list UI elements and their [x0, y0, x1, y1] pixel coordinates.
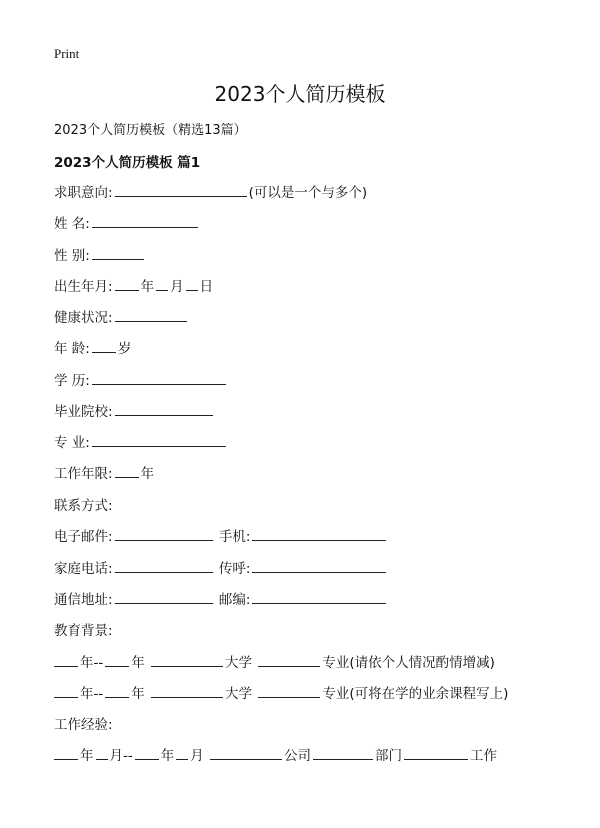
blank: [115, 182, 247, 197]
label: 专 业:: [54, 435, 90, 451]
education-line: [54, 369, 228, 389]
label: 邮编:: [218, 592, 251, 608]
blank: [54, 683, 78, 698]
text: 工作: [470, 748, 498, 764]
blank: [252, 526, 386, 541]
blank: [105, 683, 129, 698]
text: 专业(可将在学的业余课程写上): [322, 686, 509, 702]
label: 电子邮件:: [54, 529, 113, 545]
document-subtitle: 2023个人简历模板（精选13篇）: [54, 123, 247, 138]
label: 性 别:: [54, 248, 90, 264]
blank: [115, 307, 187, 322]
work-row: [54, 744, 497, 764]
label: 学 历:: [54, 373, 90, 389]
text: 月--: [109, 748, 133, 764]
blank: [92, 245, 144, 260]
blank: [92, 213, 198, 228]
label: 姓 名:: [54, 216, 90, 232]
major-line: [54, 431, 228, 451]
text: 日: [199, 279, 214, 295]
text: 年: [160, 748, 175, 764]
label: 出生年月:: [54, 279, 113, 295]
label: 毕业院校:: [54, 404, 113, 420]
text: 公司: [284, 748, 312, 764]
document-title: 2023个人简历模板: [214, 82, 386, 106]
blank: [252, 558, 386, 573]
text: 年: [140, 466, 155, 482]
school-line: [54, 400, 215, 420]
email-line: [54, 525, 388, 545]
job-intention-line: [54, 181, 367, 201]
label: 年 龄:: [54, 341, 90, 357]
text: 大学: [225, 655, 253, 671]
home-phone-line: [54, 557, 388, 577]
contact-heading: 联系方式:: [54, 498, 113, 514]
blank: [54, 745, 78, 760]
blank: [186, 276, 198, 291]
text: 部门: [375, 748, 403, 764]
blank: [156, 276, 168, 291]
blank: [115, 526, 213, 541]
label: 传呼:: [218, 561, 251, 577]
work-years-line: [54, 462, 154, 482]
blank: [176, 745, 188, 760]
education-row-1: [54, 651, 495, 671]
text: 月: [170, 279, 184, 295]
education-background-heading: 教育背景:: [54, 623, 113, 639]
blank: [404, 745, 468, 760]
label: 手机:: [218, 529, 251, 545]
blank: [54, 652, 78, 667]
blank: [92, 370, 226, 385]
blank: [115, 401, 213, 416]
text: 大学: [225, 686, 253, 702]
blank: [115, 463, 139, 478]
label: 工作年限:: [54, 466, 113, 482]
blank: [151, 683, 223, 698]
label: 健康状况:: [54, 310, 113, 326]
text: 专业(请依个人情况酌情增减): [322, 655, 495, 671]
blank: [151, 652, 223, 667]
blank: [115, 558, 213, 573]
text: 月: [190, 748, 204, 764]
label: 通信地址:: [54, 592, 113, 608]
name-line: [54, 212, 200, 232]
blank: [92, 432, 226, 447]
blank: [105, 652, 129, 667]
text: 岁: [117, 341, 132, 357]
blank: [252, 589, 386, 604]
blank: [258, 683, 320, 698]
text: 年--: [80, 655, 104, 671]
blank: [92, 338, 116, 353]
text: 年: [131, 686, 145, 702]
birth-line: [54, 275, 213, 295]
note: (可以是一个与多个): [248, 185, 368, 201]
gender-line: [54, 244, 146, 264]
text: 年: [131, 655, 145, 671]
section-heading: 2023个人简历模板 篇1: [54, 155, 201, 171]
text: 年--: [80, 686, 104, 702]
age-line: [54, 337, 131, 357]
blank: [115, 276, 139, 291]
blank: [258, 652, 320, 667]
blank: [135, 745, 159, 760]
blank: [313, 745, 373, 760]
blank: [210, 745, 282, 760]
blank: [115, 589, 213, 604]
address-line: [54, 588, 388, 608]
text: 年: [140, 279, 155, 295]
label: 家庭电话:: [54, 561, 113, 577]
education-row-2: [54, 682, 508, 702]
print-link[interactable]: Print: [54, 46, 80, 61]
text: 年: [80, 748, 94, 764]
work-experience-heading: 工作经验:: [54, 717, 113, 733]
health-line: [54, 306, 189, 326]
label: 求职意向:: [54, 185, 113, 201]
blank: [96, 745, 108, 760]
